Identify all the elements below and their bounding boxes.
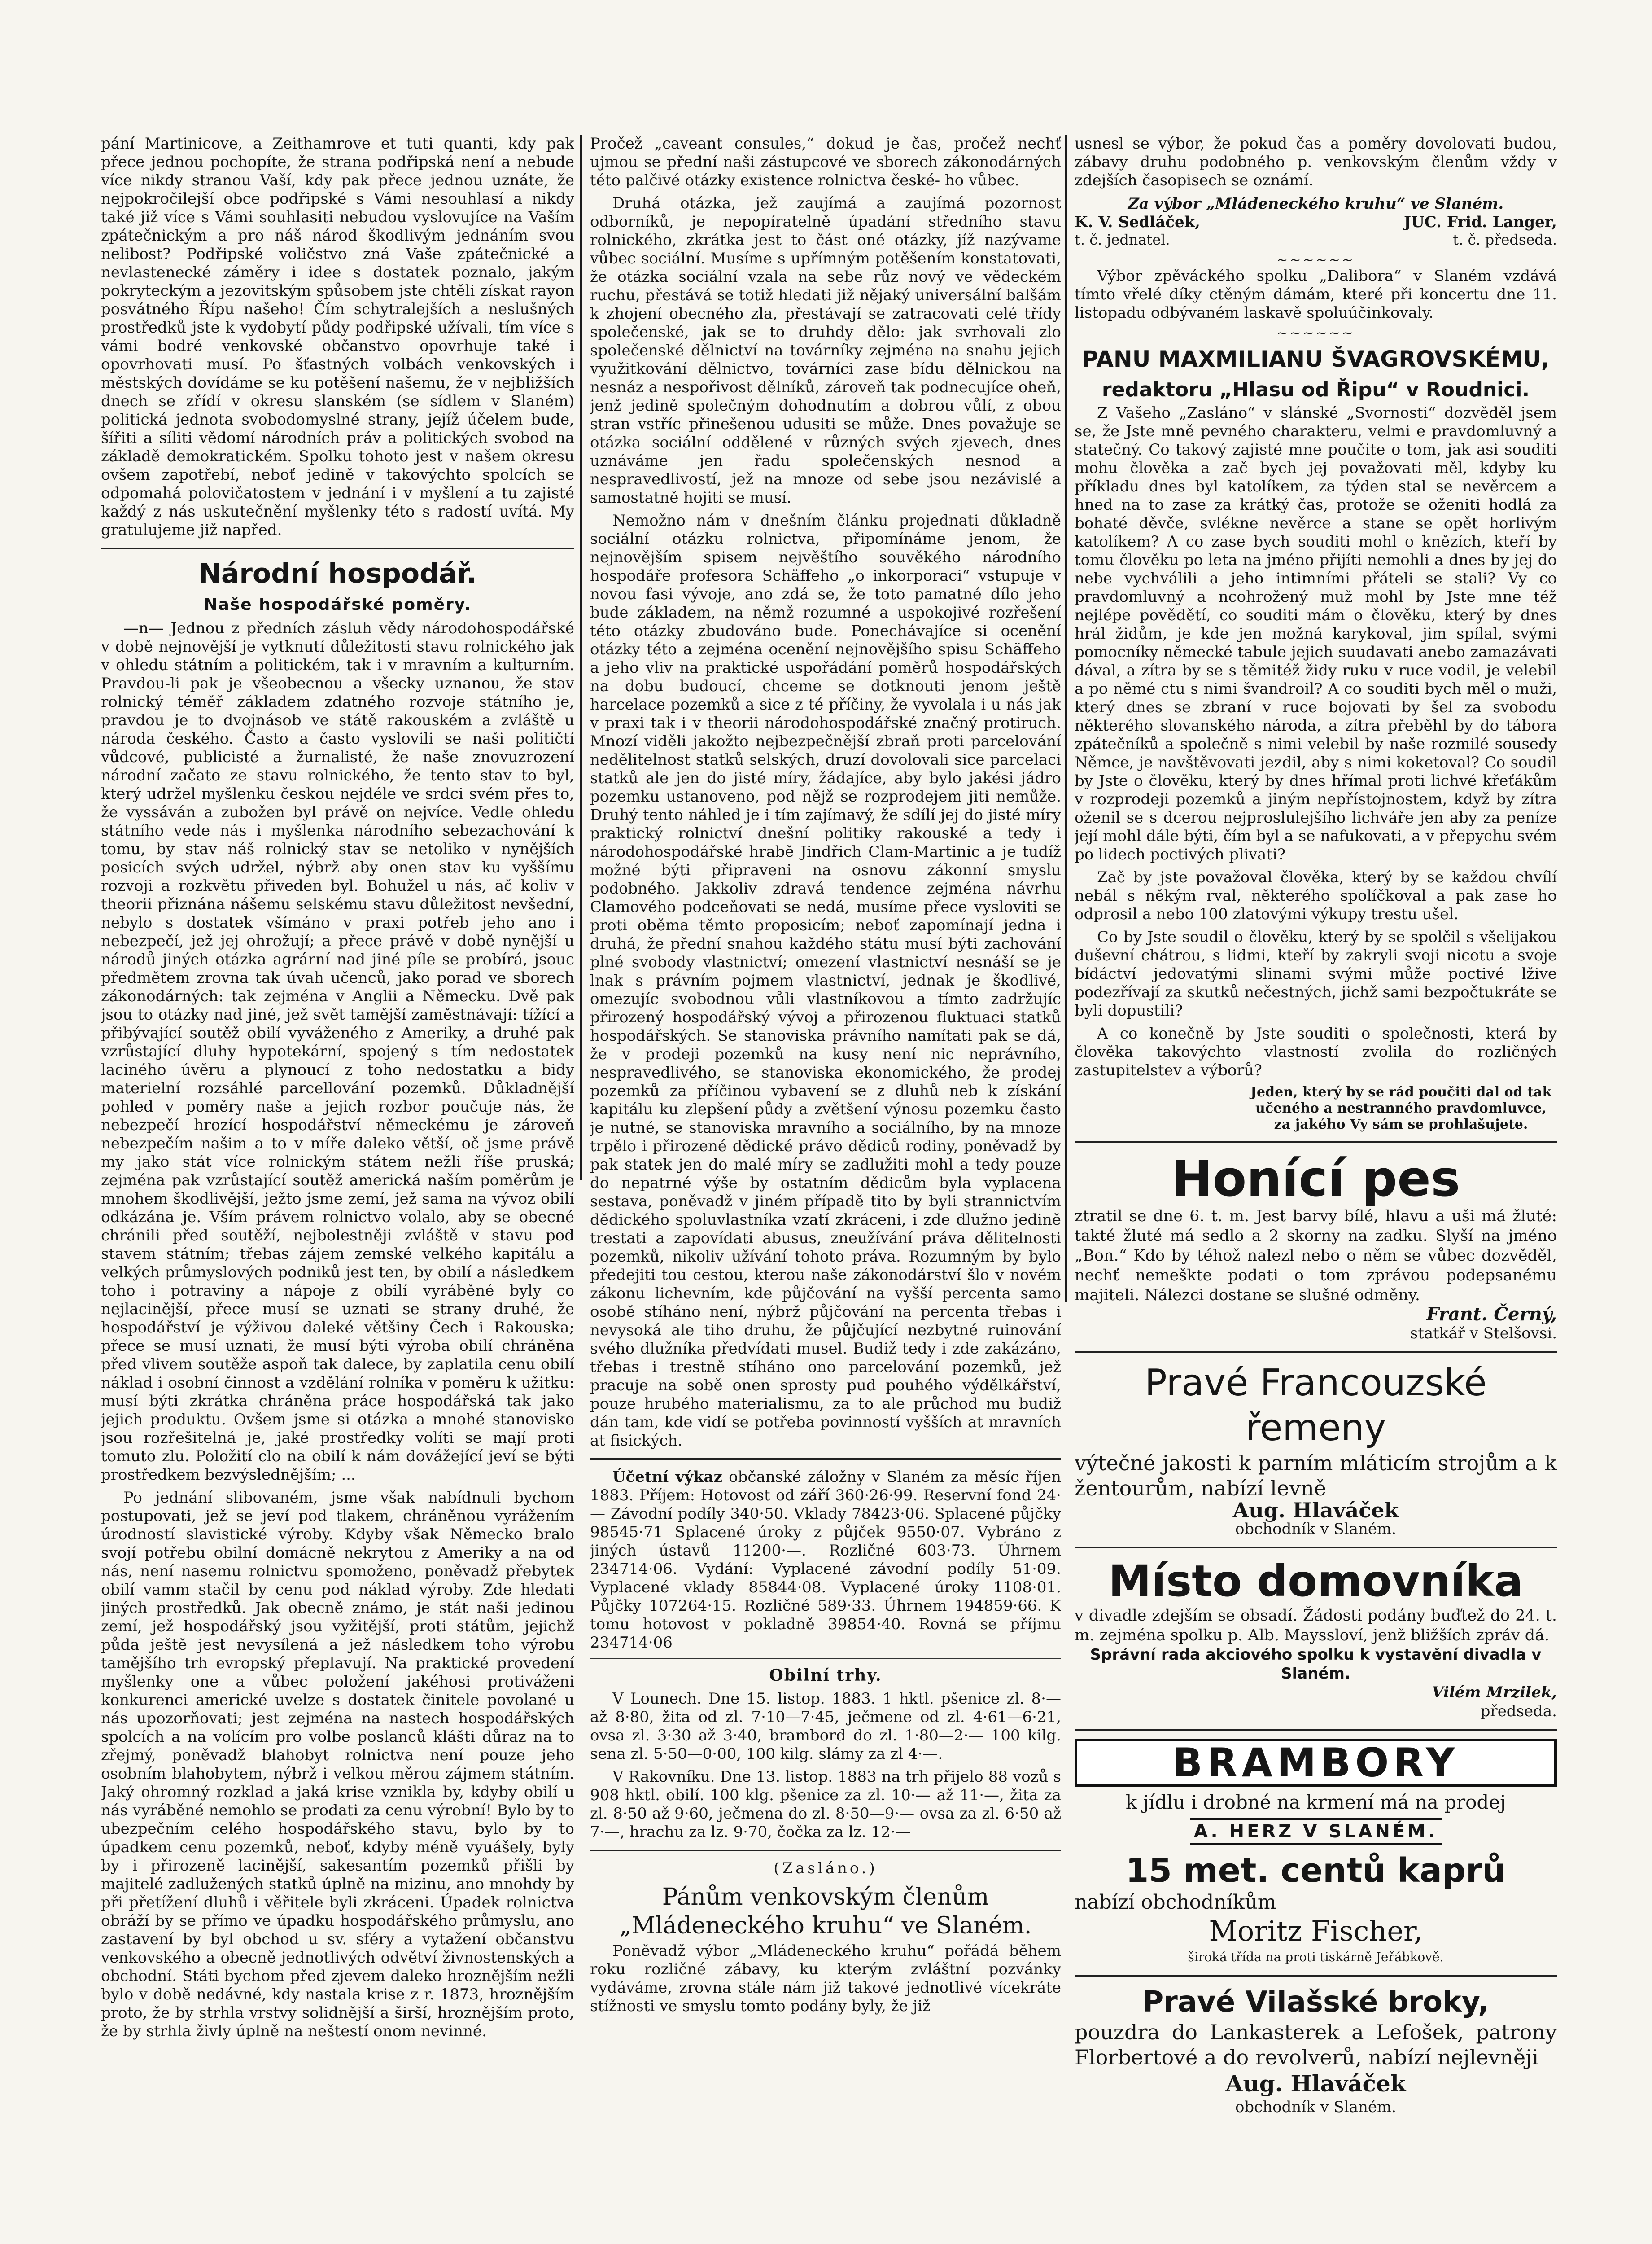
signature-right: JUC. Frid. Langer, xyxy=(1403,213,1557,231)
market-louny: V Lounech. Dne 15. listop. 1883. 1 hktl. pšenice zl. 8·— až 8·80, žita od zl. 7·10—7·45, ječmene od zl. 4·61—6·21, ovsa zl. 3·30 až 3·40, brambord do zl. 1·80—2·— 100 kilg. sena zl. 5·50—0·00, 100 kilg. slámy za zl 4·—. xyxy=(590,1690,1061,1763)
committee-line: Za výbor „Mládeneckého kruhu“ ve Slaném. xyxy=(1128,195,1504,213)
open-letter-subheading: redaktoru „Hlasu od Řipu“ v Roudnici. xyxy=(1101,378,1530,401)
ad-divider xyxy=(1075,1729,1557,1731)
open-letter-signature: Jeden, který by se rád poučiti dal od tak učeného a nestranného pravdomluvce, za jakého Vy sám se prohlašujete. xyxy=(1250,1084,1552,1132)
open-letter-body: Z Vašeho „Zasláno“ v slánské „Svornosti“ dozvěděl jsem se, že Jste mně pevného charakteru, velmi e pravdomluvný a statečný. Co takový zajisté mne poučite o tom, jak asi souditi mohu člověka a zač bych jej považovati měl, kdyby ku příkladu dnes byl katolíkem, za týden stal se nevěrcem a hned na to zase za krátký čas, protože se oženiti hodlá za bohaté děvče, svlékne nevěrce a stane se opět horlivým katolíkem? A co zase bych souditi mohl o knězích, kteří by tomu člověku po leta na jméno přijíti nemohli a dnes by jej do nebe vychválili a jeho intimními přáteli se stali? Vy co pravdomluvný a ncohrožený muž mohl by Jste mne též nejlépe povědětí, co souditi mám o člověku, který by dnes hrál židům, je kde jen možná karykoval, jim spílal, svými pomocníky německé tabule jejich suudavati anebo zamazávati dával, a zítra by se s těmitéž židy ruku v ruce vodil, je velebil a po němé ctu s nimi švandroil? A co souditi bych měl o muži, který dnes se zbraní v ruce bojovati by šel za svobodu některého slovanského národa, a zítra přeběhl by do tábora zpátečníků a společně s nimi velebil by naše rozmilé sousedy Němce, je navštěvovati jezdil, aby s nimi koketoval? Co soudil by Jste o člověku, který by dnes hřímal proti lichvé křeťákům v rozprodeji pozemků a jiným nepřístojnostem, když by zítra oženil se s dcerou nejproslulejšího lichváře jen aby za peníze její mohl dále býti, čím byl a se nafukovati, a v přepychu svém po lidech poctivých plivati? xyxy=(1075,404,1557,863)
ad-shot xyxy=(1075,1985,1557,2117)
ad-sign-role: předseda. xyxy=(1480,1702,1557,1720)
account-title: Účetní výkaz xyxy=(612,1468,722,1486)
column-rule-right xyxy=(1065,135,1067,1302)
ad-divider xyxy=(1075,1351,1557,1353)
ad-merchant: Aug. Hlaváček xyxy=(1225,2070,1406,2097)
ad-title: Pravé Vilašské broky, xyxy=(1142,1985,1489,2019)
ad-text: pouzdra do Lankasterek a Lefošek, patrony Florbertové a do revolverů, nabízí nejlevněji xyxy=(1075,2020,1557,2069)
market-rakovnik: V Rakovníku. Dne 13. listop. 1883 na trh přijelo 88 vozů s 908 hktl. obilí. 100 klg. pšenice za zl. 10·— až 11·—, žita za zl. 8·50 až 9·60, ječmena do zl. 8·50—9·— ovsa za zl. 6·50 až 7·—, hrachu za lz. 9·70, čočka za lz. 12·— xyxy=(590,1768,1061,1841)
article-body: —n— Jednou z předních zásluh vědy národohospodářské v době nejnovější je vytknutí důležitosti stavu rolnického jak v ohledu státním a politickém, tak i v mravním a kulturním. Pravdou-li pak je všeobecnou a všecky uznanou, že stav rolnický téměř základem zdatného rozvoje státního je, pravdou je to dvojnásob ve státě rakouském a zvláště u národa českého. Často a často vyslovili se naši političtí vůdcové, publicisté a žurnalisté, že naše znovuzrození národní začato ze stavu rolnického, že tento stav to byl, který udržel myšlenku českou nejdéle ve srdci svém přes to, že vyssáván a zubožen byl právě on nejvíce. Vedle ohledu státního vede nás i myšlenka národního sebezachování k tomu, by stav náš rolnický stav se netoliko v nynějších posicích svých udržel, nýbrž aby onen stav ku vyššímu rozvoji a rozkvětu přiveden byl. Bohužel u nás, ač koliv v theorii přiznána nášemu selskému stavu důležitost nevšední, nebylo s dostatek všímáno v praxi potřeb jeho ano i nebezpečí, jež jej ohrožují; a přece právě v době nynější u národů jiných otázka agrární nad jiné píle se probírá, jsouc předmětem zrovna tak úvah učenců, jako porad ve sborech zákonodárných: tak zejména v Anglii a Německu. Dvě pak jsou to otázky nad jiné, jež svět tamější zaměstnávají: tížící a přibývající soutěž obilí vyváženého z Ameriky, a druhé pak vzrůstající dluhy hypotekární, spojený s tím nedostatek laciného úvěru a plynoucí z toho nedostatku a bidy materielní rozsáhlé parcellování pozemků. Důkladnější pohled v poměry naše a jejich rozbor poučuje nás, že nebezpečí hrozící hospodářství německému je zároveň nebezpečím našim a to v míře daleko větší, oč jsme právě my jako stát více rolnickým státem nežli říše pruská; zejména pak vzrůstající soutěž americká naším poměrům je mnohem škodlivější, ježto jsme zemí, jež sama na vývoz obilí odkázána je. Vším právem rolnictvo volalo, aby se obecné chránili před soutěží, nejbolestněji zvláště v stavu pod stavem státním; třebas zájem zemské velkého kapitálu a velkých průmyslových podniků jest ten, by obilí a následkem toho i potraviny a nápoje z obilí vyráběné byly co nejlacinější, přece musí se uznati se strany druhé, že hospodářství je výživou daleké většiny Čech i Rakouska; přece se musí uznati, že musí býti výroba obilí chráněna před vlivem soutěže aspoň tak dalece, by zaplatila cenu obilí náklad i osobní činnost a vzdělání rolníka v poměru k užitku: musí býti zkrátka chráněna práce hospodářská tak jako jejich produktu. Ovšem jsme si otázka a mnohé stanovisko jsou rozřešitelná je, jaké prostředky volíti se mají proti tomuto zlu. Položití clo na obilí k nám dovážející jeví se býti prostředkem bezvýslednějším; ... xyxy=(101,619,574,1484)
section-divider xyxy=(590,1458,1061,1460)
article-continuation: pání Martinicove, a Zeithamrove et tuti quanti, kdy pak přece jednou pochopíte, že strana podřipská není a nebude více nikdy stranou Vaší, kdy pak přece jednou uznáte, že nejpokročilejší obce podřipské s Vámi nesouhlasí a nikdy také již více s Vámi souhlasiti nebudou vyslovujíce na Vaším zpátečnickým a pro náš národ škodlivým jednáním svou nelibost? Podřipské voličstvo zná Vaše zpátečnické a nevlastenecké záměry i idee s dostatek poznalo, jakým pokryteckým a jezovitským spůsobem jste chtěli získat rayon posvátného Řípu našeho! Čím schytralejších a neslušných prostředků jste k vydobytí půdy podřipské užívali, tím více s vámi bodré venkovské občanstvo opovrhuje také i opovrhovati musí. Po šťastných volbách venkovských i městských dovídáme se ku potěšení našemu, že v nejbližších dnech se zřídí v okresu slanském (se sídlem v Slaném) politická jednota svobodomyslné strany, jejíž účelem bude, šířiti a síliti vědomí národních práv a politických svobod na základě demokratickém. Spolku tohoto jest v našem okresu ovšem zapotřebí, neboť jedině v takovýchto spolcích se odpomahá polovičatostem v jednání i v myšlení a tu zajisté každý z nás uskutečnění myšlenky této s radostí uvítá. My gratulujeme již napřed. xyxy=(101,135,574,539)
ad-janitor xyxy=(1075,1556,1557,1721)
zaslano-label: (Zasláno.) xyxy=(774,1859,878,1877)
ad-sign-role: statkář v Stelšovsi. xyxy=(1410,1324,1557,1342)
ad-merchant-address: široká třída na proti tiskárně Jeřábkově. xyxy=(1188,1950,1444,1964)
ad-title-box: BRAMBORY xyxy=(1075,1739,1557,1787)
ad-divider xyxy=(1075,1547,1557,1548)
signature-left: K. V. Sedláček, xyxy=(1075,213,1200,231)
ad-text: nabízí obchodníkům xyxy=(1075,1891,1276,1914)
open-letter-body: A co konečně by Jste souditi o společnosti, která by člověka takovýchto vlastností zvolila do rozličných zastupitelstev a výborů? xyxy=(1075,1025,1557,1079)
column-left xyxy=(101,135,574,2244)
ad-title: 15 met. centů kaprů xyxy=(1125,1851,1506,1890)
section-divider xyxy=(590,1850,1061,1851)
ad-merchant-box: A. HERZ V SLANÉM. xyxy=(1190,1818,1442,1845)
signature-roles xyxy=(1075,231,1557,248)
ad-merchant-role: obchodník v Slaném. xyxy=(1235,1520,1397,1538)
ad-potatoes xyxy=(1075,1739,1557,1845)
market-heading: Obilní trhy. xyxy=(769,1666,882,1685)
open-letter-body: Zač by jste považoval člověka, který by se každou chvílí nebál s někým rval, některého spolíčkoval a pak zase ho odprosil a nebo 100 zlatovými výkupy trestu ušel. xyxy=(1075,868,1557,923)
ad-text: ztratil se dne 6. t. m. Jest barvy bílé, hlavu a uši má žluté: takté žluté má sedlo a 2 skorny na zadku. Slyší na jméno „Bon.“ Kdo by téhož nalezl nebo o něm se vůbec dozvěděl, nechť nemeškte podati o tom zprávou podepsanému majiteli. Nálezci dostane se slušné odměny. xyxy=(1075,1207,1557,1304)
ad-text: výtečné jakosti k parním mláticím strojům a k žentourům, nabízí levně xyxy=(1075,1451,1557,1500)
article-paragraph: Druhá otázka, jež zaujímá a zaujímá pozornost odborníků, je nepopíratelně úpadání středního stavu rolnického, zkrátka jest to část oné otázky, jíž nazývame vůbec sociální. Musíme s upřímným potěšením konstatovati, že otázka sociální vzala na sebe růz nový ve vědeckém ruchu, přestává se totiž hledati již nějaký universální balšám k zhojení obecného zla, přestávají se zatracovati celé třídy společenské, jak se to druhdy dělo: jak svrhovali zlo společenské dělnictví na továrníky zejména na snahu jejich využitkování dělnictvo, továrníci zase bídu dělnickou na nesnáz a nespořivost dělníků, zároveň tak podnecujíce oheň, jenž jedině společným dohodnutím a dobrou vůlí, z obou stran vstříc přinešenou udusiti se může. Dnes považuje se otázka sociální oddělené v různých svých zjevech, dnes uznáváme jen řadu společenských nesnod a nespravedlivostí, jež na mnoze od sebe jsou nezávislé a samostatně hojiti se musí. xyxy=(590,194,1061,507)
article-paragraph: Nemožno nám v dnešním článku projednati důkladně sociální otázku rolnictva, připomínáme jenom, že nejnovějším spisem nejvěštího souvěkého národního hospodáře profesora Schäffeho „o inkorporaci“ vstupuje v novou fasi vývoje, ano zdá se, že toto pamatné dílo jeho bude základem, na němž rozumné a uspokojivé rozřešení této otázky zbudováno bude. Ponechávajíce si ocenění otázky této a zejména ocenění nejnovějšího spisu Schäffeho a jeho vliv na praktické uspořádání poměrů hospodářských na dobu budoucí, chceme se dotknouti jenom ještě harcelace pozemků a sice z té příčiny, že vyvolala i u nás jak v praxi tak i v theorii národohospodářské značný protiruch. Mnozí viděli jakožto nejbezpečnější zbraň proti parcelování nedělitelnost statků selských, druzí dovolovali sice parcelaci statků ale jen do jisté míry, žádajíce, aby bylo jakési jádro pozemku ustanoveno, pod nějž se rozprodejem jiti nemůže. Druhý tento náhled je i tím zajímavý, že sdílí jej do jisté míry praktický rolnictví dnešní politiky rakouské a tedy i národohospodářské hrabě Jindřich Clam-Martinic a je tudíž možné býti připraveni na osnovu zákonní smyslu podobného. Jakkoliv zdravá tendence zejména návrhu Clamového podceňovati se nedá, musíme přece vysloviti se proti oběma těmto proposicím; neboť zapomínají jedna i druhá, že přední snahou každého státu musí býti zachování plné svobody vlastnictví; omezení vlastnictví nesnáší se je lnak s právním pojmem vlastnictví, jednak je škodlivé, omezujíc svobodnou vůli vlastníkovou a tímto zadržujíc přirozený hospodářský vývoj a přirozenou fluktuaci statků hospodářských. Se stanoviska právního namítati pak se dá, že v prodeji pozemků na kusy není nic neprávního, nespravedlivého, se stanoviska ekonomického, že prodej pozemků za příčinou vybavení se z dluhů neb k získání kapitálu ku zlepšení půdy a zvětšení výnosu pozemku často je nutné, se stanoviska mravního a sociálního, by na mnoze trpělo i přirozené dědické právo dědiců rodiny, poněvadž by pak statek jen do malé míry se zadlužiti mohl a tedy pouze do nepatrné výše by ostatním dědicům byla vyplacena sestava, poněvadž v jiném případě tito by byli strannictvím dědického spoluvlastníka vzatí zkráceni, i zde dlužno jedině trestati a zapovídati abusus, zneužívání práva dělitelnosti pozemků, nikoliv užívání tohoto práva. Rozumným by bylo předejiti tou cestou, kterou naše zákonodárství šlo v novém zákonu lichevním, kde půjčování na vyšší percenta samo osobě stíháno není, nýbrž půjčování na percenta třebas i nevysoká ale tiho druhu, že půjčující nezbytné ruinování svého dlužníka předvídati musel. Budiž tedy i zde zakázáno, třebas i trestně stíháno ono parcelování pozemků, jež pracuje na sobě onen sprosty pud pouhého výdělkářství, pouze hrubého materialismu, za to ale průchod mu budiž dán tam, kde vidí se potřeba povinností vyšších at mravních at fisických. xyxy=(590,512,1061,1450)
column-middle xyxy=(590,135,1061,2244)
open-letter-heading: PANU MAXMILIANU ŠVAGROVSKÉMU, xyxy=(1082,346,1550,372)
ad-carp xyxy=(1075,1851,1557,1967)
ornament-divider: ~~~~~~ xyxy=(1276,325,1355,341)
role-left: t. č. jednatel. xyxy=(1075,231,1170,248)
ad-merchant: Aug. Hlaváček xyxy=(1232,1498,1399,1522)
notice-heading: Pánům venkovským členům „Mládeneckého kruhu“ ve Slaném. xyxy=(619,1884,1032,1939)
article-body-cont: Po jednání slibovaném, jsme však nabídnuli bychom postupovati, jež se jeví pod tlakem, chráněnou vyrážením úrodností slavistické výroby. Kdyby však Německo bralo svojí potřebu obilní domácně nekrytou z Ameriky a na od nás, není nasemu rolnictvu spomoženo, poněvadž přebytek obilí vamm stačil by cenu pod náklad výroby. Zde hledati jiných prostředků. Jak obecně známo, je stát naši jedinou zemí, jež hospodářský jsou vyžitější, proti státům, jejichž půda ještě jest nevysílená a jež následkem toho výrobu tamějšího trh evropský přeplavují. Na praktické provedení myšlenky one a vůbec položení jakéhosi protiváženi konkurenci americké uvelze s dostatek činitele povolané u nás upozorňovati; jest zejména na nastech hospodářských spolcích a na volícím pro volbe poslanců klášti důraz na to zřejmý, poněvadž blahobyt rolnictva není pouze jeho osobním blahobytem, nýbrž i velkou měrou zájmem státním. Jaký ohromný rozklad a jaká krise vznikla by, kdyby obilí u nás vyráběné nemohlo se prodati za cenu výrobní! Bylo by to ubezpečním celého hospodářského stavu, bylo by to úpadkem cenu pozemků, neboť, kdyby méně vyuášely, byly by i přirozeně lacinější, sakesantím pozemků přišli by majitelé zadlužených statků úplně na mizinu, ano mnohdy by při přetížení dluhů i věřitele byli zkráceni. Úpadek rolnictva obráží by se přímo ve úpadku hospodářského průmyslu, ano zastavení by byl obchod u sv. sféry a vytažení občanstvu venkovského a obecně jednotlivých odvětví živnostenských a obchodní. Státi bychom před zjevem daleko hroznějším nežli bylo v době nedávné, kdy nastala krise z r. 1873, hroznějším proto, že by strhla vrstvy solidnější a širší, hroznějším proto, že by strhla živly úplně na neštestí onom nevinné. xyxy=(101,1489,574,2040)
account-report: Účetní výkaz občanské záložny v Slaném za měsíc říjen 1883. Příjem: Hotovost od září 360·26·99. Reservní fond 24·— Závodní podíly 340·50. Vklady 78423·06. Splacené půjčky 98545·71 Splacené úroky z půjček 9550·07. Vybráno z jiných ústavů 11200·—. Rozličné 603·73. Úhrnem 234714·06. Vydání: Vyplacené závodní podíly 51·09. Vyplacené vklady 85844·08. Vyplacené úroky 1108·01. Půjčky 107264·15. Rozličné 589·33. Úhrnem 194859·66. K tomu hotovost v pokladně 39854·40. Rovná se příjmu 234714·06 xyxy=(590,1468,1061,1652)
ad-sign: Vilém Mrzilek, xyxy=(1432,1683,1557,1701)
open-letter-body: Co by Jste soudil o člověku, který by se spolčil s všelijakou duševní chátrou, s lidmi, kteří by zakryli svoji nicotu a svoje bídáctví jedovatými slinami svými může poctivé lžive podezřívají za skutků nečestných, jichž sami bezpočtukráte se byli dopustili? xyxy=(1075,928,1557,1020)
ad-divider xyxy=(1075,1975,1557,1977)
signatures xyxy=(1075,213,1557,231)
column-right xyxy=(1075,135,1557,2244)
column-rule-left xyxy=(580,135,582,1180)
ad-board: Správní rada akciového spolku k vystavění divadla v Slaném. xyxy=(1090,1646,1542,1683)
ad-lost-dog xyxy=(1075,1151,1557,1343)
dalibor-notice: Výbor zpěváckého spolku „Dalibora“ v Slaném vzdává tímto vřelé díky ctěným dámám, které při koncertu dne 11. listopadu odbývaném laskavě spoluúčinkovaly. xyxy=(1075,267,1557,322)
ad-title: Místo domovníka xyxy=(1108,1556,1523,1606)
notice-body-cont: usnesl se výbor, že pokud čas a poměry dovolovati budou, zábavy druhu podobného p. venkovským členům vždy v zdejších časopisech se oznámí. xyxy=(1075,135,1557,189)
ad-belts xyxy=(1075,1361,1557,1538)
section-heading: Národní hospodář. xyxy=(198,558,477,589)
ad-merchant-role: obchodník v Slaném. xyxy=(1235,2098,1397,2116)
section-divider xyxy=(101,548,574,549)
article-heading: Naše hospodářské poměry. xyxy=(204,596,472,614)
divider xyxy=(590,1658,1061,1659)
ad-divider xyxy=(1075,1141,1557,1143)
ad-title: Pravé Francouzské řemeny xyxy=(1145,1362,1487,1449)
article-paragraph: Pročež „caveant consules,“ dokud je čas, pročež nechť ujmou se přední naši zástupcové ve sborech zákonodárných této palčivé otázky existence rolnictva české- ho vůbec. xyxy=(590,135,1061,189)
ad-sign: Frant. Černý, xyxy=(1426,1304,1557,1325)
ad-title: Honící pes xyxy=(1171,1150,1460,1207)
ad-merchant: Moritz Fischer, xyxy=(1209,1915,1423,1947)
role-right: t. č. předseda. xyxy=(1453,231,1557,248)
ad-text: k jídlu i drobné na krmení má na prodej xyxy=(1125,1791,1506,1813)
ornament-divider: ~~~~~~ xyxy=(1276,252,1355,268)
notice-body: Poněvadž výbor „Mládeneckého kruhu“ pořádá během roku rozličné zábavy, ku kterým zvláštní pozvánky vydáváme, zrovna stále nám již takové jednotlivé vícekráte stížnosti ve smyslu tomto podány byly, že již xyxy=(590,1942,1061,2015)
ad-text: v divadle zdejším se obsadí. Žádosti podány buďtež do 24. t. m. zejména spolku p. Alb. Mayssloví, jenž bližších zpráv dá. xyxy=(1075,1607,1557,1644)
